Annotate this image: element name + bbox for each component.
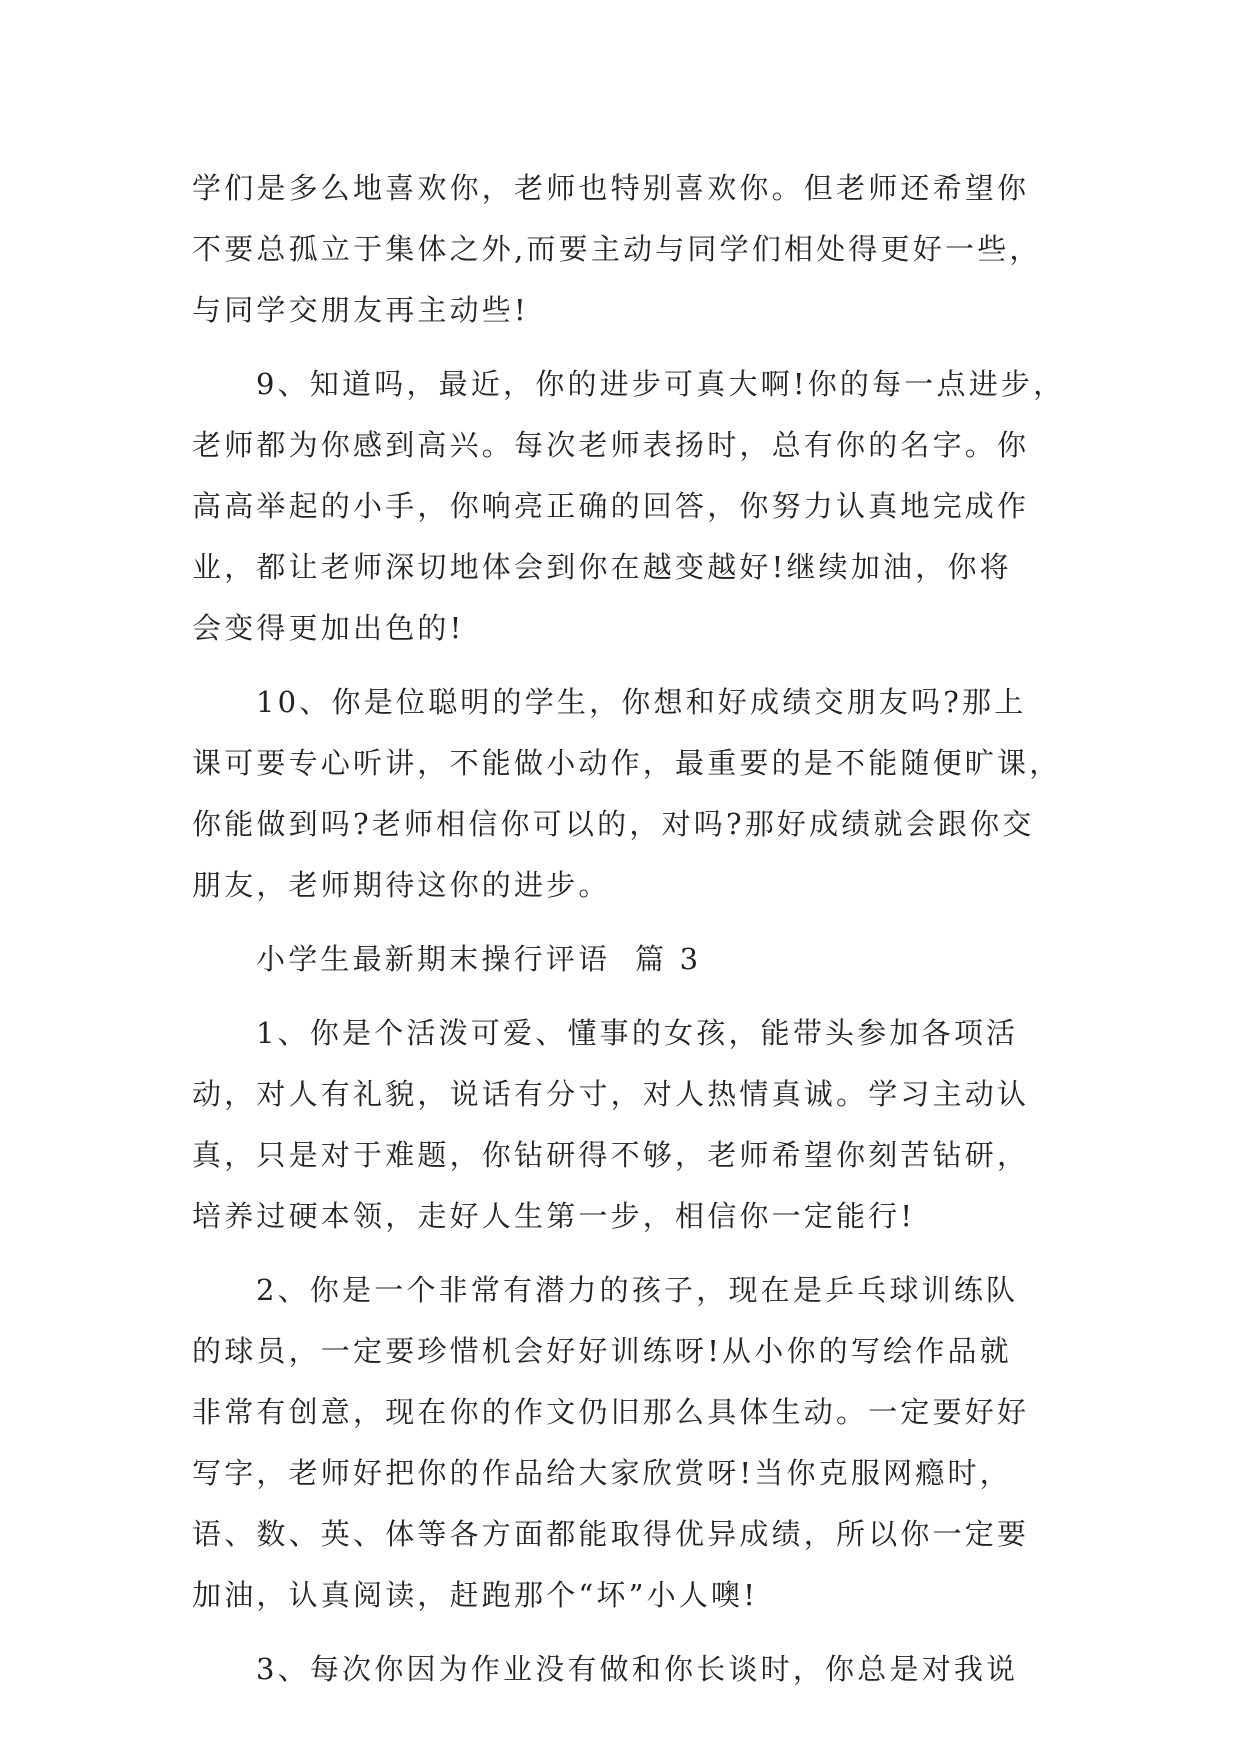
text-line: 1、你是个活泼可爱、懂事的女孩，能带头参加各项活 [256,1016,1019,1050]
paragraph-gap [192,916,1092,929]
text-line: 2、你是一个非常有潜力的孩子，现在是乒乓球训练队 [256,1273,1019,1307]
text-line: 培养过硬本领，走好人生第一步，相信你一定能行! [192,1199,916,1233]
text-line: 会变得更加出色的! [192,611,465,645]
paragraph-gap [192,990,1092,1003]
section-heading [192,929,1092,990]
text-line: 9、知道吗，最近，你的进步可真大啊!你的每一点进步， [256,367,1066,401]
paragraph-continued [192,158,1092,341]
text-line: 朋友，老师期待这你的进步。 [192,868,611,902]
text-line: 写字，老师好把你的作品给大家欣赏呀!当你克服网瘾时， [192,1456,1012,1490]
text-line: 的球员，一定要珍惜机会好好训练呀!从小你的写绘作品就 [192,1334,1012,1368]
text-line: 高高举起的小手，你响亮正确的回答，你努力认真地完成作 [192,489,1030,523]
text-line: 动，对人有礼貌，说话有分寸，对人热情真诚。学习主动认 [192,1077,1030,1111]
text-line: 3、每次你因为作业没有做和你长谈时，你总是对我说 [256,1652,1019,1686]
paragraph-gap [192,659,1092,672]
paragraph-item-9 [192,354,1092,659]
text-line: 不要总孤立于集体之外,而要主动与同学们相处得更好一些， [192,232,1042,266]
section-title: 小学生最新期末操行评语 篇 3 [256,942,702,976]
text-line: 老师都为你感到高兴。每次老师表扬时，总有你的名字。你 [192,428,1030,462]
paragraph-item-10 [192,672,1092,916]
text-line: 真，只是对于难题，你钻研得不够，老师希望你刻苦钻研， [192,1138,1030,1172]
paragraph-item-2 [192,1260,1092,1626]
document-body [192,158,1092,1700]
text-line: 加油，认真阅读，赶跑那个“坏”小人噢! [192,1578,759,1612]
paragraph-item-1 [192,1003,1092,1247]
text-line: 学们是多么地喜欢你，老师也特别喜欢你。但老师还希望你 [192,171,1030,205]
text-line: 课可要专心听讲，不能做小动作，最重要的是不能随便旷课， [192,746,1062,780]
text-line: 与同学交朋友再主动些! [192,293,529,327]
paragraph-gap [192,1247,1092,1260]
text-line: 非常有创意，现在你的作文仍旧那么具体生动。一定要好好 [192,1395,1030,1429]
paragraph-gap [192,341,1092,354]
text-line: 业，都让老师深切地体会到你在越变越好!继续加油，你将 [192,550,1012,584]
text-line: 语、数、英、体等各方面都能取得优异成绩，所以你一定要 [192,1517,1030,1551]
paragraph-item-3 [192,1639,1092,1700]
paragraph-gap [192,1626,1092,1639]
text-line: 10、你是位聪明的学生，你想和好成绩交朋友吗?那上 [256,685,1027,719]
text-line: 你能做到吗?老师相信你可以的，对吗?那好成绩就会跟你交 [192,807,1035,841]
